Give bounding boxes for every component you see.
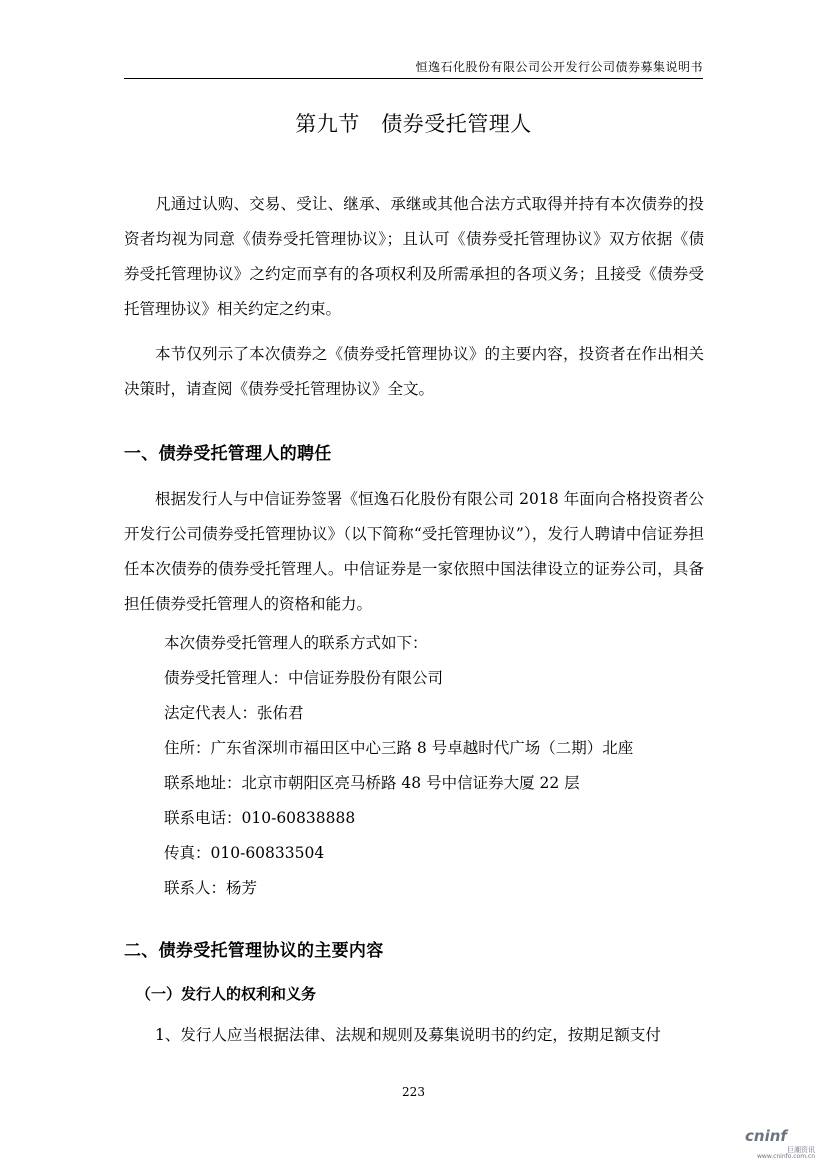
running-header: 恒逸石化股份有限公司公开发行公司债券募集说明书 <box>415 60 703 74</box>
section-title: 第九节 债券受托管理人 <box>295 112 532 136</box>
intro-paragraph-2: 本节仅列示了本次债券之《债券受托管理协议》的主要内容，投资者在作出相关决策时，请查阅《债券受托管理协议》全文。 <box>124 345 704 398</box>
heading-trustee-appointment: 一、债券受托管理人的聘任 <box>124 444 332 464</box>
cninfo-logo-url: www.cninfo.com.cn <box>757 1153 816 1160</box>
appointment-paragraph: 根据发行人与中信证券签署《恒逸石化股份有限公司 2018 年面向合格投资者公开发行公司债券受托管理协议》（以下简称“受托管理协议”），发行人聘请中信证券担任本次债券的债券受托管理人。中信证券是一家依照中国法律设立的证券公司，具备担任债券受托管理人的资格和能力。 <box>124 490 704 613</box>
contact-address: 联系地址：北京市朝阳区亮马桥路 48 号中信证券大厦 22 层 <box>164 774 580 792</box>
legal-representative: 法定代表人：张佑君 <box>164 704 304 722</box>
registered-address: 住所：广东省深圳市福田区中心三路 8 号卓越时代广场（二期）北座 <box>164 739 634 757</box>
contact-phone: 联系电话：010-60838888 <box>164 809 356 827</box>
contact-fax: 传真：010-60833504 <box>164 844 325 862</box>
cninfo-logo-wordmark: cninf <box>745 1127 787 1145</box>
issuer-obligation-1: 1、发行人应当根据法律、法规和规则及募集说明书的约定，按期足额支付 <box>155 1026 661 1044</box>
cninfo-logo <box>745 1127 817 1161</box>
cninfo-logo-cn: 巨潮资讯 <box>787 1146 815 1154</box>
contact-person: 联系人：杨芳 <box>164 879 258 897</box>
subheading-issuer-rights: （一）发行人的权利和义务 <box>136 985 317 1003</box>
heading-agreement-content: 二、债券受托管理协议的主要内容 <box>124 941 384 961</box>
document-body <box>124 187 704 1053</box>
trustee-name: 债券受托管理人：中信证券股份有限公司 <box>164 669 444 687</box>
page-number: 223 <box>402 1085 425 1099</box>
intro-paragraph-1: 凡通过认购、交易、受让、继承、承继或其他合法方式取得并持有本次债券的投资者均视为同意《债券受托管理协议》；且认可《债券受托管理协议》双方依据《债券受托管理协议》之约定而享有的各项权利及所需承担的各项义务；且接受《债券受托管理协议》相关约定之约束。 <box>124 195 704 318</box>
contact-intro: 本次债券受托管理人的联系方式如下： <box>164 634 428 652</box>
header-rule <box>124 78 703 79</box>
